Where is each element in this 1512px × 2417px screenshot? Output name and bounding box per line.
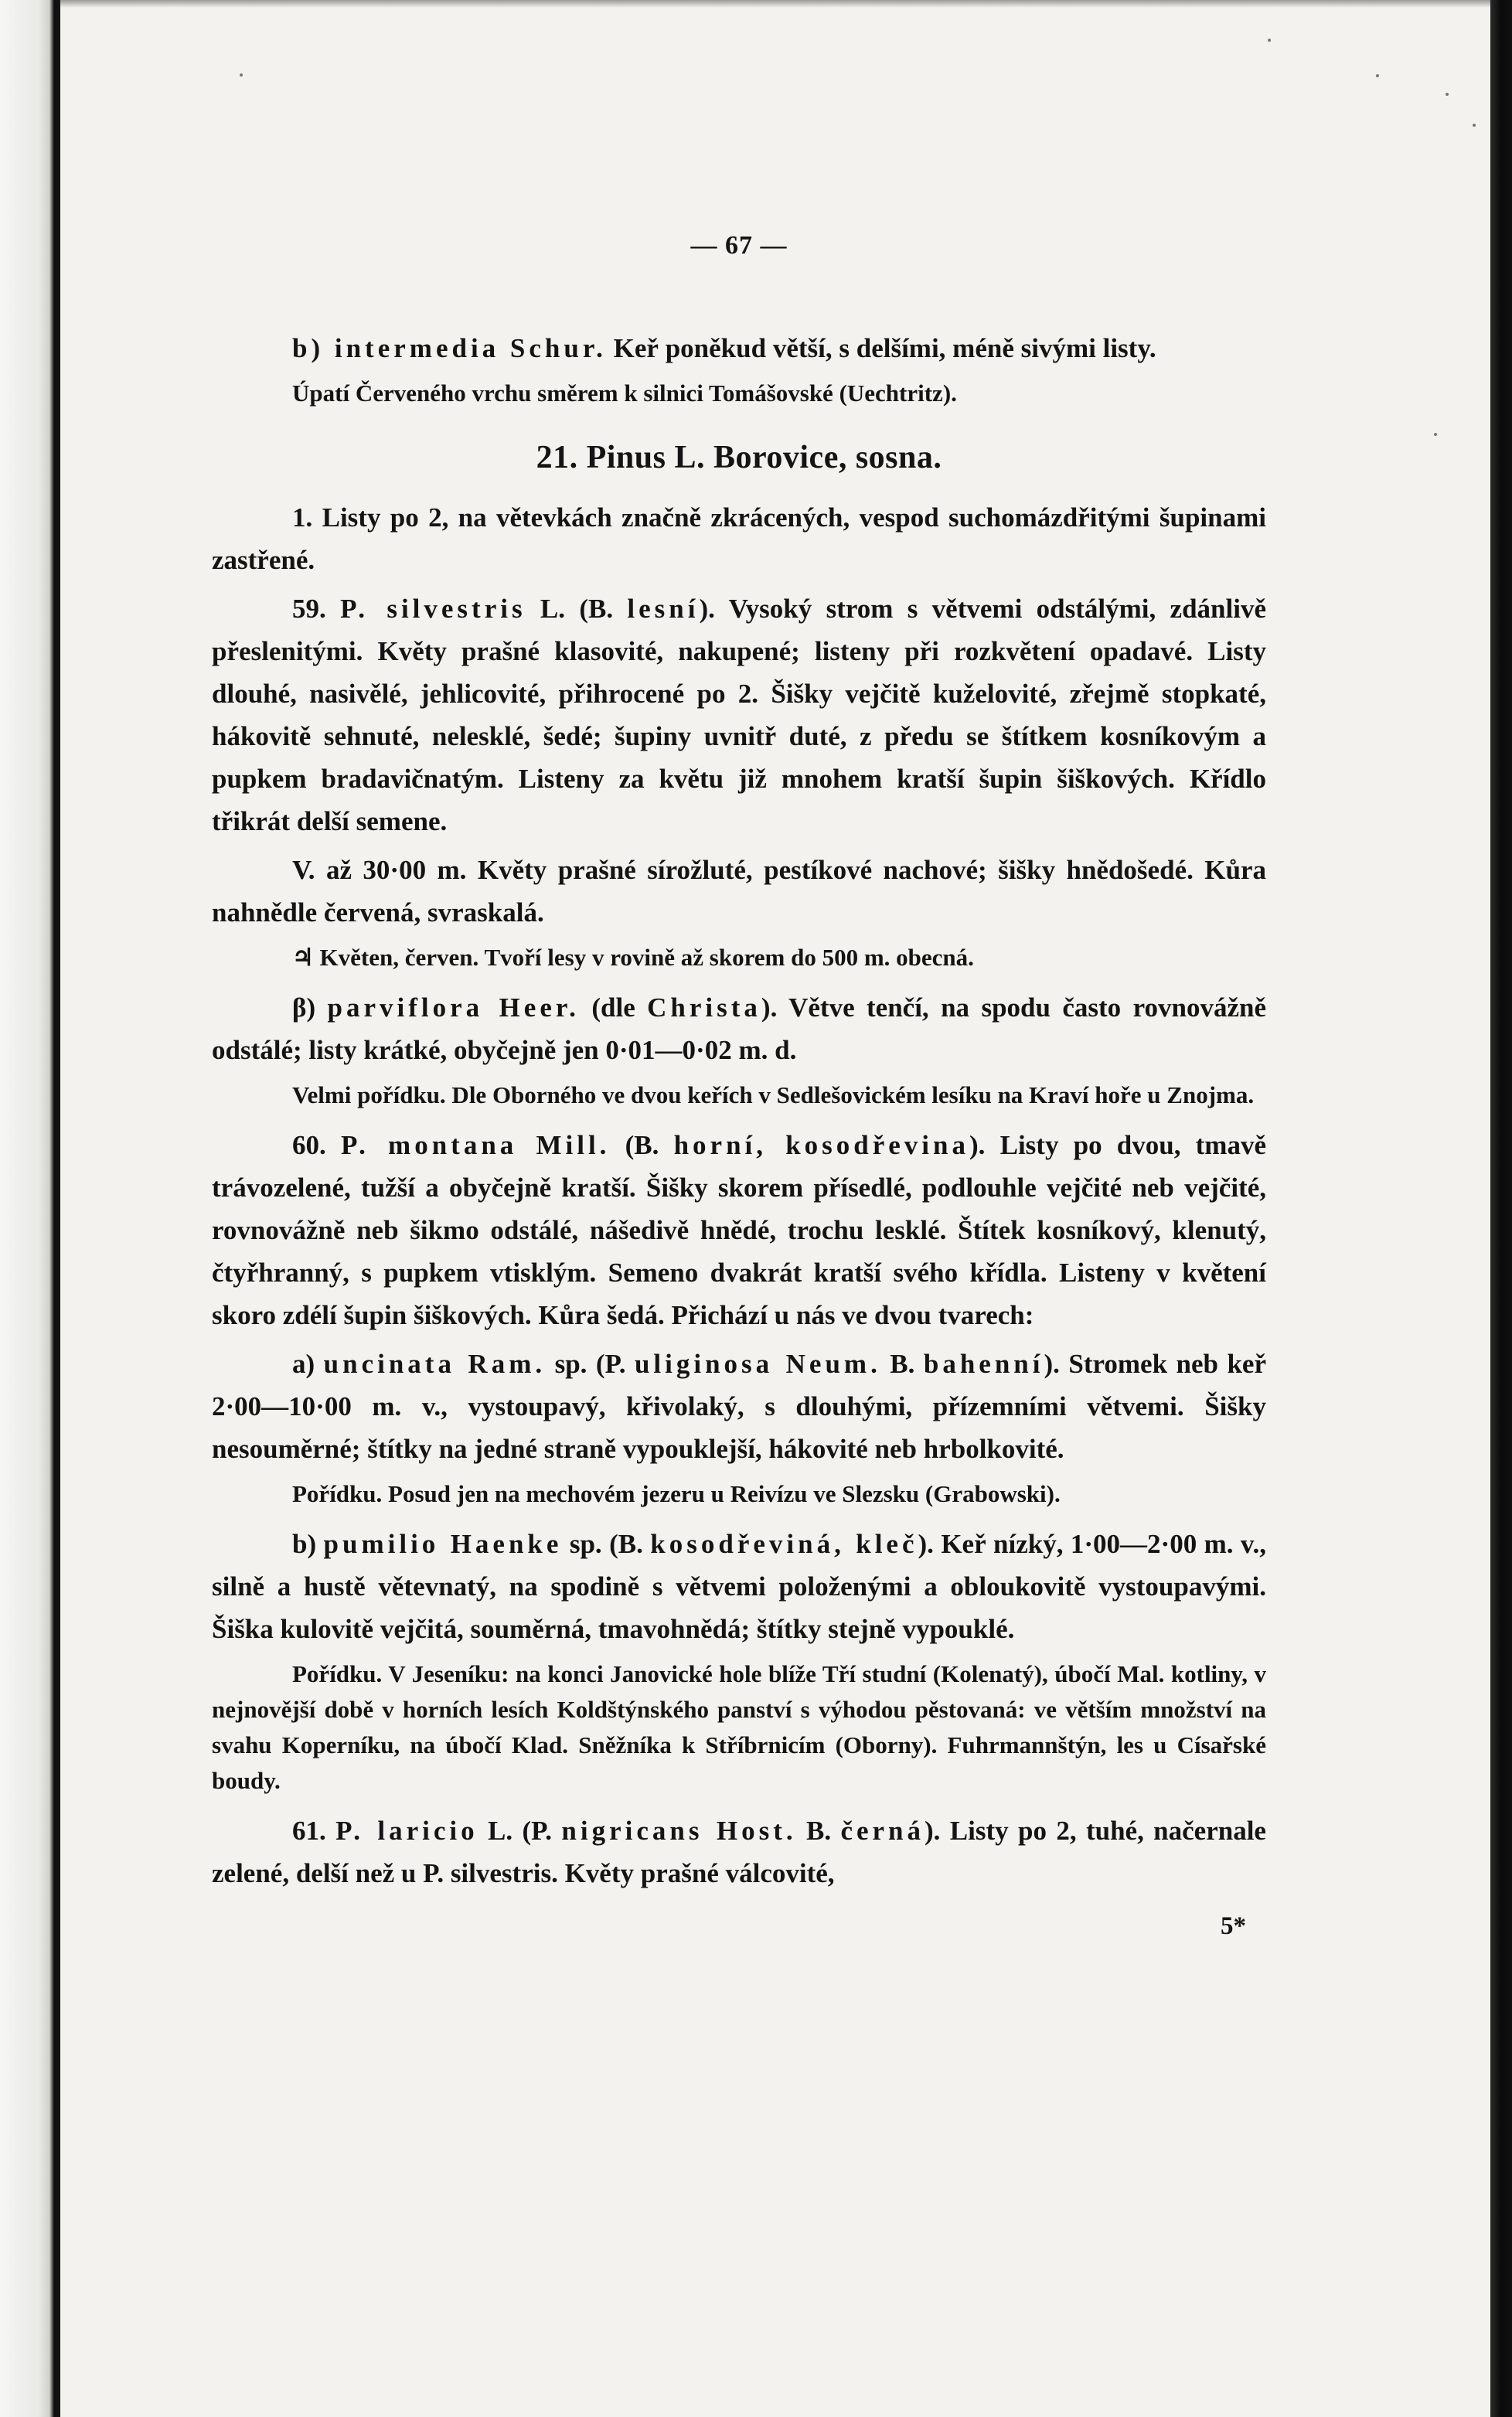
- spaced-term: P. montana Mill.: [340, 1130, 611, 1160]
- text-run: ♃ Květen, červen. Tvoří lesy v rovině až skorem do 500 m. obecná.: [292, 944, 974, 971]
- spaced-term: uliginosa Neum.: [634, 1349, 881, 1379]
- spaced-term: horní, kosodřevina: [673, 1130, 969, 1160]
- binding-edge: [0, 0, 60, 2417]
- text-run: Úpatí Červeného vrchu směrem k silnici Tomášovské (Uechtritz).: [292, 380, 957, 407]
- scan-speck: [240, 73, 243, 77]
- paragraph: [212, 1809, 1266, 1894]
- text-run: Pořídku. Posud jen na mechovém jezeru u Reivízu ve Slezsku (Grabowski).: [292, 1480, 1061, 1507]
- spaced-term: Christa: [647, 992, 761, 1023]
- scan-speck: [1446, 93, 1449, 96]
- spaced-term: P. laricio: [335, 1816, 478, 1846]
- locality-note: [212, 376, 1266, 411]
- text-run: L. (P.: [478, 1816, 562, 1846]
- locality-note: [212, 940, 1266, 975]
- scan-top-edge: [60, 0, 1490, 8]
- spaced-term: bahenní: [923, 1349, 1044, 1379]
- spaced-term: b) intermedia Schur.: [292, 333, 607, 363]
- page-number: — 67 —: [690, 231, 788, 260]
- text-run: ). Stromek neb keř 2·00—10·00 m. v., vystoupavý, křivolaký, s dlouhými, přízemními větvemi. Šišky nesouměrné; štítky na jedné straně vypouklejší, hákovité neb hrbolkovité.: [212, 1349, 1266, 1464]
- locality-note: [212, 1476, 1266, 1512]
- locality-note: [212, 1077, 1266, 1113]
- text-run: B.: [796, 1816, 841, 1846]
- paragraph: [212, 1343, 1266, 1470]
- text-run: ). Keř nízký, 1·00—2·00 m. v., silně a hustě větevnatý, na spodině s větvemi položenými a obloukovitě vystoupavými. Šiška kulovitě vejčitá, souměrná, tmavohnědá; štítky stejně vypouklé.: [212, 1529, 1267, 1644]
- text-run: 59.: [292, 594, 341, 624]
- text-run: (B.: [610, 1130, 674, 1160]
- scan-right-edge: [1490, 0, 1512, 2417]
- scan-speck: [1473, 124, 1476, 127]
- text-run: sp. (B.: [562, 1529, 651, 1559]
- section-heading: [212, 434, 1266, 481]
- paragraph: [212, 849, 1266, 934]
- printer-signature: 5*: [1221, 1912, 1246, 1940]
- text-run: Pořídku. V Jeseníku: na konci Janovické hole blíže Tří studní (Kolenatý), úbočí Mal. kotliny, v nejnovější době v horních lesích Koldštýnského panství s výhodou pěstovaná: ve větším množství na svahu Koperníku, na úbočí Klad. Sněžníka k Stříbrnicím (Oborny). Fuhrmannštýn, les u Císařské boudy.: [212, 1660, 1266, 1794]
- spaced-term: P. silvestris: [340, 594, 526, 624]
- text-run: V. až 30·00 m. Květy prašné sírožluté, pestíkové nachové; šišky hnědošedé. Kůra nahnědle červená, svraskalá.: [212, 855, 1266, 928]
- spaced-term: nigricans Host.: [561, 1816, 797, 1846]
- text-run: Keř poněkud větší, s delšími, méně sivými listy.: [606, 333, 1156, 363]
- text-run: 60.: [292, 1130, 341, 1160]
- paragraph: [212, 1523, 1266, 1650]
- page-text: [212, 224, 1266, 1948]
- text-run: β): [292, 992, 328, 1023]
- paragraph: [212, 986, 1266, 1071]
- scan-speck: [1376, 74, 1379, 77]
- scan-speck: [1434, 433, 1437, 436]
- text-run: ). Větve tenčí, na spodu často rovnovážně odstálé; listy krátké, obyčejně jen 0·01—0·02 m. d.: [212, 992, 1266, 1065]
- text-run: 1. Listy po 2, na větevkách značně zkrácených, vespod suchomázdřitými šupinami zastřené.: [212, 502, 1266, 575]
- spaced-term: pumilio Haenke: [323, 1529, 563, 1559]
- paragraph: [212, 587, 1266, 843]
- text-run: 21. Pinus L. Borovice, sosna.: [536, 440, 942, 475]
- spaced-term: kosodřeviná, kleč: [650, 1529, 918, 1559]
- text-run: (dle: [579, 992, 648, 1023]
- spaced-term: uncinata Ram.: [323, 1349, 547, 1379]
- text-run: b): [292, 1529, 324, 1559]
- text-run: Velmi pořídku. Dle Oborného ve dvou keřích v Sedlešovickém lesíku na Kraví hoře u Znojma.: [292, 1081, 1255, 1108]
- text-blocks: [212, 327, 1266, 1894]
- spaced-term: parviflora Heer.: [327, 992, 580, 1023]
- text-run: 61.: [292, 1816, 336, 1846]
- text-run: ). Vysoký strom s větvemi odstálými, zdánlivě přeslenitými. Květy prašné klasovité, nakupené; listeny při rozkvětení opadavé. Listy dlouhé, nasivělé, jehlicovité, přihrocené po 2. Šišky vejčitě kuželovité, zřejmě stopkaté, hákovitě sehnuté, nelesklé, šedé; šupiny uvnitř duté, z předu se štítkem kosníkovým a pupkem bradavičnatým. Listeny za květu již mnohem kratší šupin šiškových. Křídlo třikrát delší semene.: [212, 594, 1266, 836]
- text-run: L. (B.: [526, 594, 628, 624]
- text-run: a): [292, 1349, 324, 1379]
- spaced-term: černá: [840, 1816, 925, 1846]
- text-run: ). Listy po dvou, tmavě trávozelené, tužší a obyčejně kratší. Šišky skorem přísedlé, podlouhle vejčité neb vejčité, rovnovážně neb šikmo odstálé, nášedivě hnědé, trochu lesklé. Štítek kosníkový, klenutý, čtyřhranný, s pupkem vtisklým. Semeno dvakrát kratší svého křídla. Listeny v květení skoro zdélí šupin šiškových. Kůra šedá. Přichází u nás ve dvou tvarech:: [212, 1130, 1266, 1330]
- scan-speck: [1268, 39, 1271, 42]
- spaced-term: lesní: [627, 594, 700, 624]
- paragraph: [212, 327, 1266, 369]
- text-run: B.: [880, 1349, 924, 1379]
- text-run: sp. (P.: [546, 1349, 635, 1379]
- paragraph: [212, 1124, 1266, 1336]
- paragraph: [212, 496, 1266, 581]
- locality-note: [212, 1656, 1266, 1799]
- text-run: ). Listy po 2, tuhé, načernale zelené, delší než u P. silvestris. Květy prašné válcovité,: [212, 1816, 1266, 1888]
